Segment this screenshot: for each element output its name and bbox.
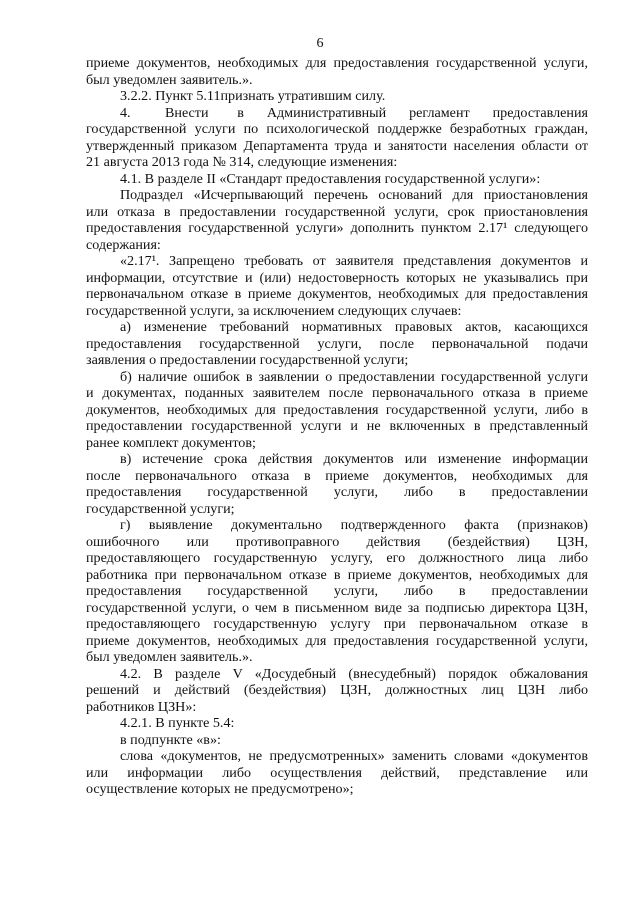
text-line: Подраздел «Исчерпывающий перечень оснований для приостановления [120, 187, 588, 203]
paragraph [86, 517, 588, 666]
text-line: предоставляющего государственную услугу при первоначальном отказе в [86, 616, 588, 632]
paragraph [86, 666, 588, 716]
text-line: 3.2.2. Пункт 5.11признать утратившим силу. [120, 88, 386, 104]
paragraph [86, 451, 588, 517]
text-line: приеме документов, необходимых для предоставления государственной услуги, [86, 632, 588, 649]
text-line: после первоначального отказа в приеме документов, необходимых для [86, 467, 588, 484]
paragraph [86, 187, 588, 253]
text-line: предоставляющего государственную услугу, его должностного лица либо [86, 550, 588, 566]
text-line: работника при первоначальном отказе в приеме документов, необходимых для [86, 566, 588, 583]
text-line: был уведомлен заявитель.». [86, 649, 253, 665]
text-line: в подпункте «в»: [120, 731, 221, 748]
text-line: 4.2. В разделе V «Досудебный (внесудебный) порядок обжалования [120, 665, 588, 682]
text-line: государственной услуги, за исключением следующих случаев: [86, 302, 462, 319]
text-line: 4.2.1. В пункте 5.4: [120, 715, 235, 731]
text-line: заявления о предоставлении государственной услуги; [86, 352, 409, 368]
text-line: государственной услуги по психологической поддержке безработных граждан, [86, 121, 588, 137]
text-line: содержания: [86, 236, 161, 253]
text-line: предоставления государственной услуги, после первоначальной подачи [86, 335, 588, 352]
paragraph [86, 748, 588, 798]
page-number: 6 [316, 36, 324, 51]
text-line: «2.17¹. Запрещено требовать от заявителя представления документов и [120, 253, 588, 269]
text-line: 4. Внести в Административный регламент предоставления [120, 104, 588, 121]
text-line: 21 августа 2013 года № 314, следующие изменения: [86, 154, 398, 170]
text-line: государственной услуги; [86, 500, 235, 517]
paragraph [86, 105, 588, 171]
paragraph [86, 732, 588, 749]
text-line: ошибочного или противоправного действия (бездействия) ЦЗН, [86, 533, 588, 550]
text-line: предоставления государственной услуги, либо в предоставлении [86, 484, 588, 500]
paragraph [86, 88, 588, 105]
text-line: информации, отсутствие и (или) недостоверность которых не указывались при [86, 269, 588, 286]
text-line: в) истечение срока действия документов или изменение информации [120, 451, 588, 467]
text-line: предоставления государственной услуги, либо в предоставлении [86, 583, 588, 599]
text-line: был уведомлен заявитель.». [86, 71, 253, 88]
document-body [86, 55, 588, 798]
text-line: документов, необходимых для предоставления государственной услуги, либо в [86, 401, 588, 418]
paragraph [86, 369, 588, 452]
text-line: предоставлении государственной услуги и не включенных в представленный [86, 418, 588, 434]
paragraph [86, 55, 588, 88]
text-line: утвержденный приказом Департамента труда и занятости населения области от [86, 137, 588, 154]
text-line: предоставления государственной услуги» дополнить пунктом 2.17¹ следующего [86, 220, 588, 236]
text-line: ранее комплект документов; [86, 434, 256, 451]
text-line: первоначальном отказе в приеме документов, необходимых для предоставления [86, 286, 588, 302]
text-line: приеме документов, необходимых для предоставления государственной услуги, [86, 55, 588, 71]
text-line: 4.1. В разделе II «Стандарт предоставления государственной услуги»: [120, 170, 541, 187]
paragraph [86, 171, 588, 188]
text-line: государственной услуги, о чем в письменном виде за подписью директора ЦЗН, [86, 599, 588, 616]
text-line: работников ЦЗН»: [86, 698, 197, 715]
text-line: г) выявление документально подтвержденного факта (признаков) [120, 517, 588, 533]
text-line: б) наличие ошибок в заявлении о предоставлении государственной услуги [120, 368, 588, 385]
paragraph [86, 715, 588, 732]
paragraph [86, 319, 588, 369]
paragraph [86, 253, 588, 319]
text-line: или отказа в предоставлении государственной услуги, срок приостановления [86, 203, 588, 220]
text-line: или информации либо осуществления действий, представление или [86, 764, 588, 781]
text-line: а) изменение требований нормативных правовых актов, касающихся [120, 319, 588, 335]
text-line: и документах, поданных заявителем после первоначального отказа в приеме [86, 385, 588, 401]
text-line: решений и действий (бездействия) ЦЗН, должностных лиц ЦЗН либо [86, 682, 588, 698]
text-line: осуществление которых не предусмотрено»; [86, 781, 354, 797]
text-line: слова «документов, не предусмотренных» заменить словами «документов [120, 748, 588, 764]
